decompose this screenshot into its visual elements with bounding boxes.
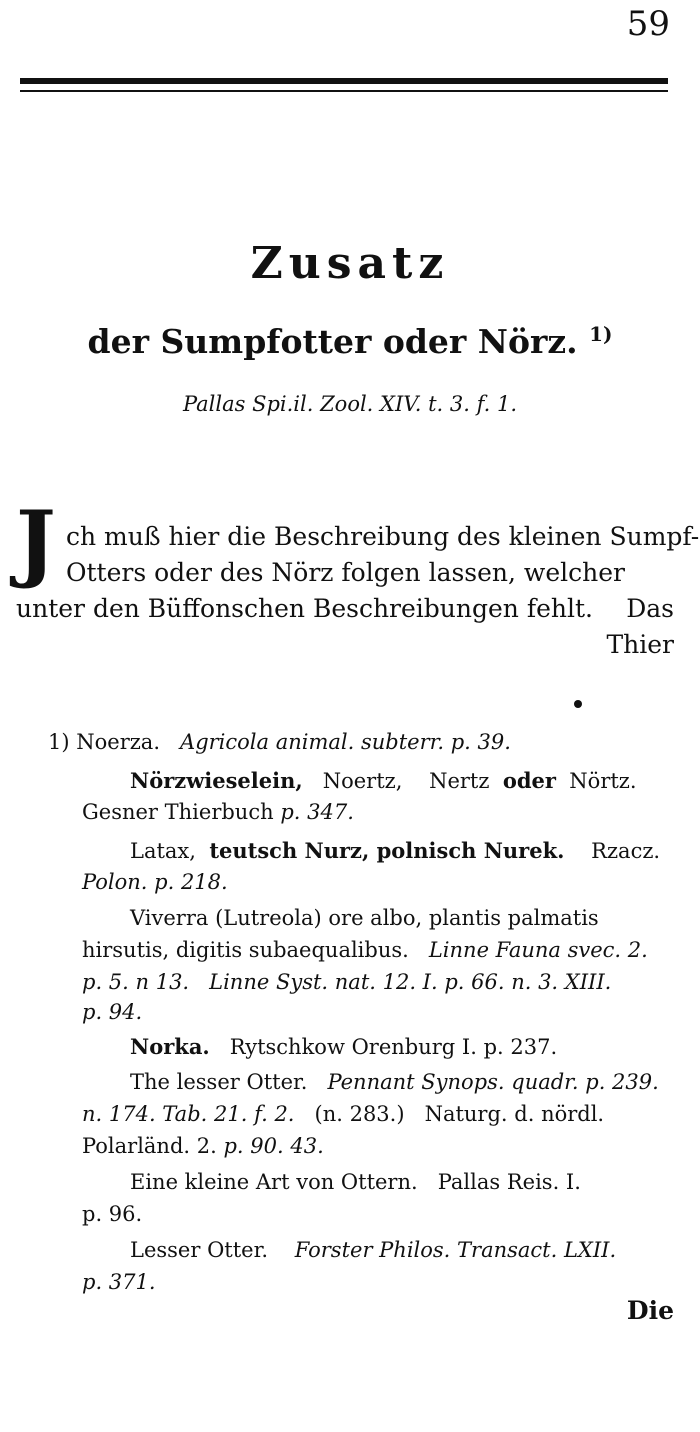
fn-hirsutis: hirsutis, digitis subaequalibus. (82, 938, 409, 962)
footnote-line-5: Polon. p. 218. (82, 870, 228, 894)
footnote-line-1 (48, 730, 511, 754)
fn-eine-kleine-art: Eine kleine Art von Ottern. (130, 1170, 418, 1194)
header-rule (20, 78, 668, 94)
fn-noerzwieselein: Nörzwieselein, (130, 768, 303, 793)
fn-latax: Latax, (130, 839, 196, 863)
drop-cap: J (16, 492, 56, 591)
footnote-line-8 (82, 970, 611, 994)
fn-polarland: Polarländ. 2. (82, 1134, 217, 1158)
body-line-3: unter den Büffonschen Beschreibungen fehlt. (16, 594, 593, 623)
fn-gesner: Gesner Thierbuch (82, 800, 274, 824)
fn-linne-fauna: Linne Fauna svec. 2. (428, 938, 648, 962)
fn-noertz: Noertz, (322, 769, 403, 793)
fn-naturg: Naturg. d. nördl. (424, 1102, 605, 1126)
footnote-line-16 (130, 1238, 616, 1262)
footnote-line-12 (82, 1102, 604, 1126)
footnote-line-6: Viverra (Lutreola) ore albo, plantis palmatis (130, 906, 599, 930)
fn-gesner-page: p. 347. (280, 800, 354, 824)
fn-teutsch: teutsch Nurz, polnisch Nurek. (209, 838, 565, 863)
body-line-3-end: Das (626, 594, 674, 623)
fn-agricola: Agricola animal. subterr. p. 39. (180, 730, 511, 754)
footnote-marker: 1) (589, 322, 613, 346)
fn-page-5: p. 5. n 13. (82, 970, 190, 994)
footnote-line-9: p. 94. (82, 1000, 143, 1024)
subtitle-text: der Sumpfotter oder Nörz. (87, 322, 578, 361)
fn-norka: Norka. (130, 1034, 210, 1059)
footnote-line-17: p. 371. (82, 1270, 156, 1294)
chapter-subtitle (0, 322, 700, 361)
page-number: 59 (626, 4, 670, 44)
fn-pallas-reis: Pallas Reis. I. (437, 1170, 581, 1194)
fn-forster: Forster Philos. Transact. LXII. (294, 1238, 617, 1262)
fn-rzacz: Rzacz. (591, 839, 661, 863)
fn-marker: 1) (48, 730, 70, 754)
chapter-title: Zusatz (250, 238, 450, 289)
footnote-line-14 (130, 1170, 581, 1194)
body-line-4: Thier (606, 630, 674, 659)
fn-nertz: Nertz (429, 769, 490, 793)
footnote-line-13 (82, 1134, 324, 1158)
fn-lesser-otter: The lesser Otter. (130, 1070, 308, 1094)
footnote-line-7 (82, 938, 648, 962)
fn-lesser-otter-2: Lesser Otter. (130, 1238, 268, 1262)
body-line-2: Otters oder des Nörz folgen lassen, welcher (66, 558, 625, 587)
footnote-line-2 (130, 768, 637, 793)
fn-page-90: p. 90. 43. (223, 1134, 324, 1158)
footnote-line-11 (130, 1070, 659, 1094)
thick-rule (20, 78, 668, 84)
footnote-line-3 (82, 800, 354, 824)
fn-pennant: Pennant Synops. quadr. p. 239. (327, 1070, 659, 1094)
plate-reference: Pallas Spi.il. Zool. XIV. t. 3. f. 1. (182, 392, 518, 416)
fn-linne-syst: Linne Syst. nat. 12. I. p. 66. n. 3. XIII. (209, 970, 612, 994)
ink-dot (574, 700, 582, 708)
thin-rule (20, 90, 668, 92)
fn-noertz2: Nörtz. (569, 769, 637, 793)
footnote-line-10 (130, 1034, 557, 1059)
body-line-1: ch muß hier die Beschreibung des kleinen Sumpf- (66, 522, 700, 551)
catchword: Die (626, 1296, 674, 1325)
fn-noerza: Noerza. (76, 730, 160, 754)
fn-oder: oder (502, 768, 556, 793)
fn-tab: n. 174. Tab. 21. f. 2. (82, 1102, 295, 1126)
footnote-line-4 (130, 838, 660, 863)
fn-rytschkow: Rytschkow Orenburg I. p. 237. (229, 1035, 558, 1059)
fn-n283: (n. 283.) (314, 1102, 405, 1126)
footnote-line-15: p. 96. (82, 1202, 143, 1226)
